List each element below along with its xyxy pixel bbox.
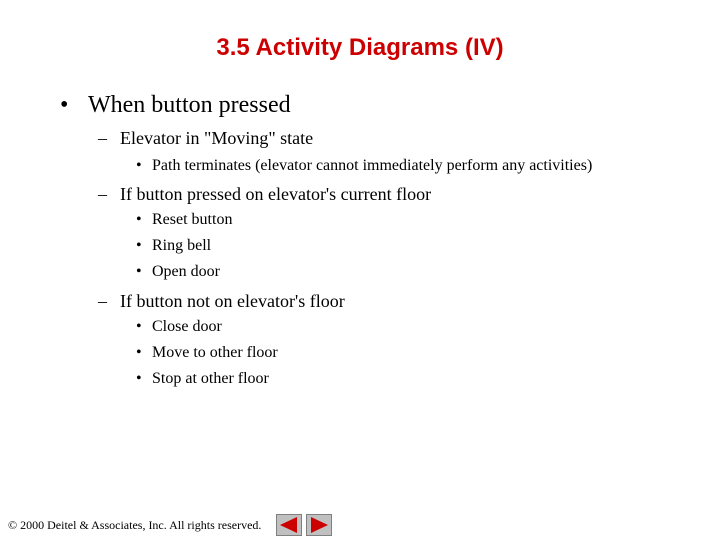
copyright-icon: © [8,518,18,532]
dash-marker: – [98,291,107,311]
slide-title: 3.5 Activity Diagrams (IV) [216,34,504,61]
sub-sub-bullet-marker: • [136,211,142,228]
sub-sub-bullet-move-to-other-floor: Move to other floor [152,344,278,361]
sub-bullet-not-on-floor: If button not on elevator's floor [120,291,345,311]
sub-bullet-current-floor: If button pressed on elevator's current floor [120,184,432,204]
bullet-marker: • [60,92,69,118]
copyright-footer [8,519,261,531]
sub-sub-bullet-reset-button: Reset button [152,211,233,228]
copyright-text: 2000 Deitel & Associates, Inc. All rights reserved. [20,518,262,532]
sub-sub-bullet-close-door: Close door [152,318,222,335]
dash-marker: – [98,128,107,148]
sub-sub-bullet-marker: • [136,318,142,335]
sub-sub-bullet-path-terminates: Path terminates (elevator cannot immediately perform any activities) [152,157,593,174]
sub-sub-bullet-open-door: Open door [152,263,220,280]
sub-sub-bullet-ring-bell: Ring bell [152,237,212,254]
sub-bullet-moving-state: Elevator in "Moving" state [120,128,314,148]
sub-sub-bullet-stop-at-other-floor: Stop at other floor [152,370,269,387]
sub-sub-bullet-marker: • [136,370,142,387]
dash-marker: – [98,184,107,204]
sub-sub-bullet-marker: • [136,237,142,254]
left-arrow-icon [277,515,301,535]
next-slide-button[interactable] [306,514,332,536]
right-arrow-icon [307,515,331,535]
sub-sub-bullet-marker: • [136,344,142,361]
sub-sub-bullet-marker: • [136,157,142,174]
bullet-when-button-pressed: When button pressed [88,92,291,118]
previous-slide-button[interactable] [276,514,302,536]
sub-sub-bullet-marker: • [136,263,142,280]
